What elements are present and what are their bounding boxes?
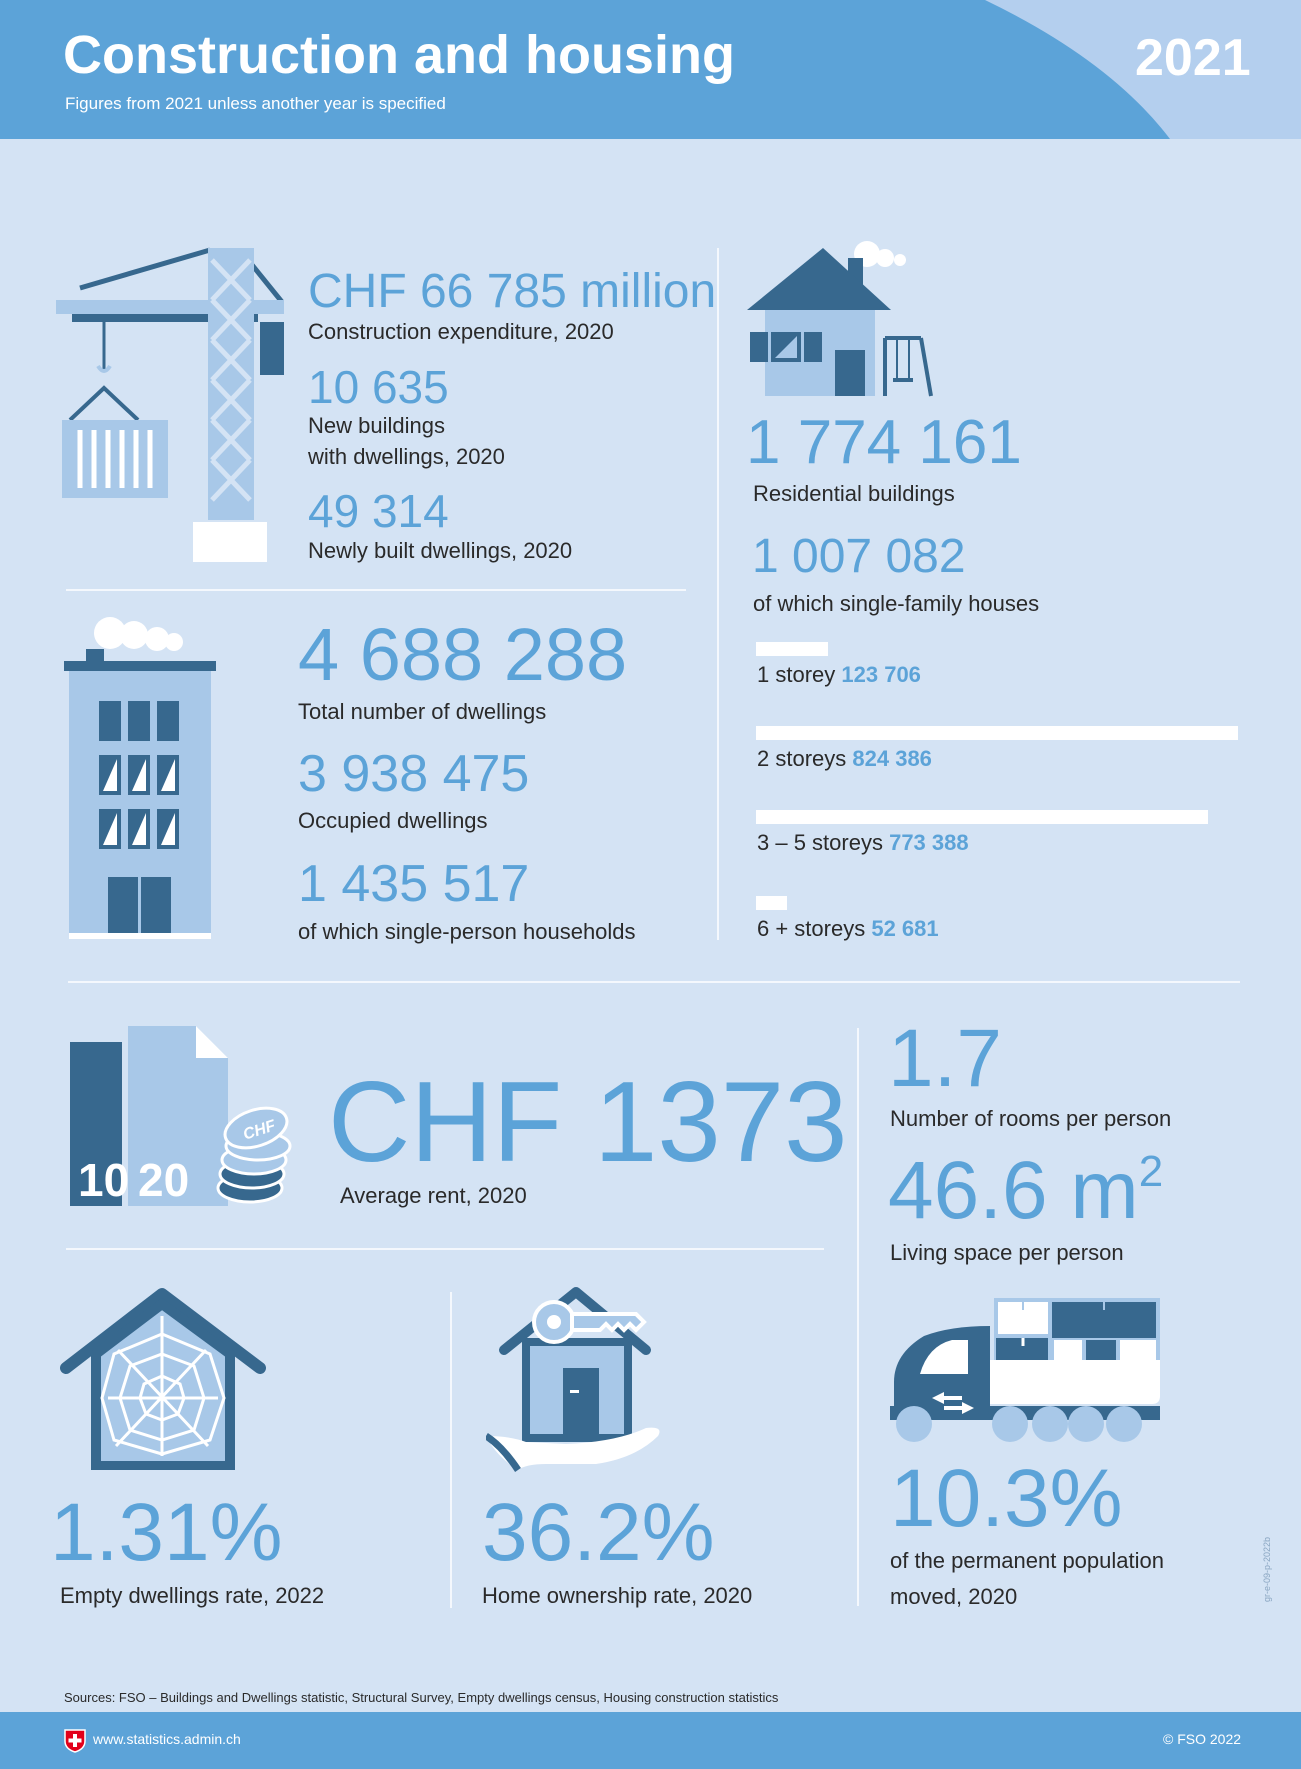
moved-population-value: 10.3%	[890, 1453, 1123, 1544]
rent-icon-left-number: 10	[78, 1154, 130, 1206]
new-dwellings-value: 49 314	[308, 485, 449, 537]
single-family-value: 1 007 082	[752, 530, 966, 583]
residential-buildings-label: Residential buildings	[753, 481, 955, 506]
house-icon	[745, 238, 935, 398]
new-buildings-label-line2: with dwellings, 2020	[308, 444, 505, 469]
empty-dwellings-label: Empty dwellings rate, 2022	[60, 1583, 325, 1608]
rent-icon-right-number: 20	[138, 1154, 190, 1206]
single-person-value: 1 435 517	[298, 855, 530, 913]
page-subtitle: Figures from 2021 unless another year is specified	[65, 94, 446, 113]
storey-label	[757, 830, 969, 856]
apartment-building-icon	[62, 615, 222, 940]
storey-category: 1 storey	[757, 662, 836, 687]
divider-vertical-bottom-right	[857, 1028, 859, 1606]
rooms-per-person-label: Number of rooms per person	[890, 1106, 1172, 1131]
occupied-dwellings-value: 3 938 475	[298, 745, 530, 803]
single-person-label: of which single-person households	[298, 919, 636, 944]
storey-value: 773 388	[889, 830, 969, 855]
living-space-superscript: 2	[1138, 1147, 1164, 1196]
divider-middle	[68, 981, 1240, 983]
cobweb-house-icon	[60, 1288, 266, 1470]
sources-note: Sources: FSO – Buildings and Dwellings statistic, Structural Survey, Empty dwellings census, Housing construction statistics	[64, 1690, 779, 1705]
footer-bar	[0, 1712, 1301, 1769]
single-family-label: of which single-family houses	[753, 591, 1040, 616]
total-dwellings-label: Total number of dwellings	[298, 699, 547, 724]
construction-expenditure-label: Construction expenditure, 2020	[308, 319, 614, 344]
moved-population-label-line2: moved, 2020	[890, 1584, 1018, 1609]
living-space-number: 46.6 m	[888, 1145, 1139, 1236]
storey-value: 123 706	[841, 662, 921, 687]
storey-label	[757, 746, 932, 772]
storey-category: 6 + storeys	[757, 916, 866, 941]
storey-bar	[756, 726, 1238, 740]
storey-value: 52 681	[871, 916, 939, 941]
rent-calendar-coins-icon	[70, 1024, 305, 1210]
home-ownership-icon	[486, 1286, 670, 1472]
year-badge: 2021	[1135, 29, 1251, 87]
construction-expenditure-value: CHF 66 785 million	[308, 265, 717, 318]
new-buildings-label-line1: New buildings	[308, 413, 445, 438]
crane-icon	[50, 240, 290, 565]
moving-truck-icon	[890, 1296, 1162, 1446]
swiss-shield-icon	[64, 1729, 86, 1753]
storey-label	[757, 916, 939, 942]
storey-label	[757, 662, 921, 688]
storey-bar	[756, 810, 1208, 824]
moved-population-label-line1: of the permanent population	[890, 1548, 1164, 1573]
new-buildings-value: 10 635	[308, 361, 449, 413]
coin-label: CHF	[241, 1117, 278, 1144]
footer-website-link[interactable]: www.statistics.admin.ch	[93, 1731, 241, 1747]
footer-copyright: © FSO 2022	[1163, 1731, 1242, 1747]
divider-vertical-bottom-left	[450, 1292, 452, 1608]
storey-bar	[756, 642, 828, 656]
side-code: gr-e-09-p-2022b	[1262, 1536, 1272, 1602]
home-ownership-value: 36.2%	[482, 1487, 715, 1578]
header-banner	[0, 0, 1301, 139]
storey-value: 824 386	[852, 746, 932, 771]
average-rent-label: Average rent, 2020	[340, 1183, 527, 1208]
empty-dwellings-value: 1.31%	[50, 1487, 283, 1578]
living-space-label: Living space per person	[890, 1240, 1124, 1265]
divider-lower	[66, 1248, 824, 1250]
page-title: Construction and housing	[63, 25, 735, 85]
rooms-per-person-value: 1.7	[888, 1013, 1002, 1104]
new-dwellings-label: Newly built dwellings, 2020	[308, 538, 573, 563]
storey-category: 2 storeys	[757, 746, 847, 771]
storey-category: 3 – 5 storeys	[757, 830, 883, 855]
residential-buildings-value: 1 774 161	[746, 408, 1022, 477]
living-space-value	[888, 1145, 1164, 1236]
occupied-dwellings-label: Occupied dwellings	[298, 808, 488, 833]
total-dwellings-value: 4 688 288	[298, 613, 628, 696]
divider-construction	[66, 589, 686, 591]
divider-vertical-top	[717, 248, 719, 940]
average-rent-value: CHF 1373	[328, 1059, 848, 1186]
home-ownership-label: Home ownership rate, 2020	[482, 1583, 753, 1608]
storey-bar	[756, 896, 787, 910]
